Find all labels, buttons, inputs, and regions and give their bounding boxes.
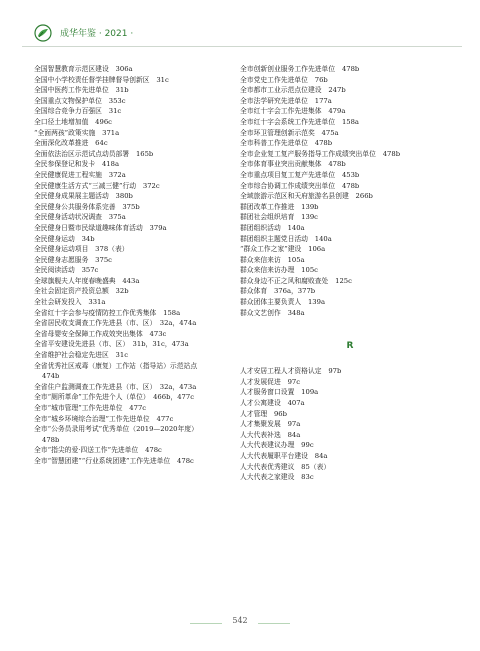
index-entry: 全市环卫管理创新示范奖 475a bbox=[240, 128, 339, 137]
header-rule bbox=[22, 46, 462, 47]
section-letter-heading: R bbox=[346, 341, 354, 352]
index-entry: 全省母婴安全保障工作成效突出集体 473c bbox=[34, 329, 167, 338]
index-entry: 全口径土地增加值 496c bbox=[34, 117, 112, 126]
index-entry: 全社会固定资产投资总额 32b bbox=[34, 287, 129, 296]
page-footer bbox=[0, 614, 480, 634]
index-entry: 全市红十字会系统工作先进单位 158a bbox=[240, 117, 359, 126]
index-entry: 全市“厕所革命”工作先进个人（单位） 466b，477c bbox=[34, 393, 194, 402]
yearbook-logo-icon bbox=[34, 24, 52, 42]
index-entry: 全民健身日暨市民绿道趣味体育活动 379a bbox=[34, 223, 167, 232]
index-entry: 全市企业复工复产服务指导工作成绩突出单位 478b bbox=[240, 149, 401, 158]
index-entry: 全市“城乡环境综合治理”工作先进单位 477c bbox=[34, 414, 174, 423]
index-entry: 全国中小学校责任督学挂牌督导创新区 31c bbox=[34, 75, 169, 84]
index-entry: 全面深化改革推进 64c bbox=[34, 139, 108, 148]
index-entry: 全市“城市管理”工作先进单位 477c bbox=[34, 404, 147, 412]
index-column-right bbox=[240, 64, 460, 483]
footer-rule-right bbox=[258, 623, 290, 624]
index-entry: 群团组织主题党日活动 140a bbox=[240, 234, 332, 243]
index-entry: 全市法学研究先进单位 177a bbox=[240, 96, 332, 105]
index-entry: 群团组织活动 140a bbox=[240, 223, 305, 232]
index-entry: 群众团体主要负责人 139a bbox=[240, 298, 325, 307]
index-entry: 人才安居工程人才资格认定 97b bbox=[240, 367, 342, 376]
index-entry: 全市“公务员录用考试”优秀单位（2019—2020年度） bbox=[34, 425, 198, 434]
index-entry: “全面两孩”政策实施 371a bbox=[34, 128, 120, 137]
index-entry: 全市科普工作先进单位 478b bbox=[240, 139, 333, 148]
page-number: 542 bbox=[232, 616, 248, 625]
index-entry: 全民健康促进工程实施 372a bbox=[34, 170, 126, 179]
index-entry: 全国综合竞争力百强区 31c bbox=[34, 107, 122, 116]
index-entry: 全市都市工业示范点位建设 247b bbox=[240, 86, 346, 95]
index-entry: 全市党史工作先进单位 76b bbox=[240, 75, 328, 84]
page-header bbox=[22, 12, 462, 52]
index-entry: 全省平安建设先进县（市、区） 31b，31c，473a bbox=[34, 340, 189, 349]
index-entry: 全国中医药工作先进单位 31b bbox=[34, 86, 129, 95]
index-entry: 全民健身志愿服务 375c bbox=[34, 255, 112, 264]
index-entry: 人才发展促进 97c bbox=[240, 377, 301, 386]
index-entry: 全省红十字会参与疫情防控工作优秀集体 158a bbox=[34, 308, 181, 317]
index-entry: 全省优秀社区戒毒（康复）工作站（指导站）示范站点 bbox=[34, 361, 198, 370]
index-entry: 人才集聚发展 97a bbox=[240, 420, 301, 429]
index-entry: 全国智慧教育示范区建设 306a bbox=[34, 65, 133, 73]
index-entry: 全市综合协调工作成绩突出单位 478b bbox=[240, 181, 360, 190]
index-entry: 群团改革工作推进 139b bbox=[240, 202, 319, 211]
index-entry: 人大代表之家建设 83c bbox=[240, 473, 314, 482]
index-entry: 全省居民收支调查工作先进县（市、区） 32a，474a bbox=[34, 319, 197, 328]
index-entry: 群众来信来访 105a bbox=[240, 255, 305, 264]
index-entry: 人大代表履职平台建设 84a bbox=[240, 452, 328, 460]
index-entry: 全民健康生活方式“三减三健”行动 372c bbox=[34, 181, 160, 190]
index-column-left bbox=[34, 64, 254, 467]
index-entry: 全民参保登记和发卡 418a bbox=[34, 160, 119, 169]
index-entry: 群众身边不正之风和腐败查处 125c bbox=[240, 276, 352, 285]
index-entry: 全市体育事业突出贡献集体 478b bbox=[240, 160, 346, 169]
index-entry: 全省住户监测调查工作先进县（市、区） 32a，473a bbox=[34, 382, 197, 391]
index-entry: 群众体育 376a，377b bbox=[240, 287, 316, 296]
index-entry: 人才公寓建设 407a bbox=[240, 399, 305, 408]
index-entry: 全市“智慧团建”“行业系统团建”工作先进单位 478c bbox=[34, 456, 194, 465]
index-entry: 群众来信来访办理 105c bbox=[240, 266, 318, 275]
index-entry-continuation: 478b bbox=[42, 435, 60, 444]
index-entry: 全民健身成果展主题活动 380b bbox=[34, 192, 133, 201]
index-entry-continuation: 474b bbox=[42, 372, 60, 381]
index-entry: 群众文艺创作 348a bbox=[240, 308, 305, 317]
index-entry: 人大代表优秀建议 85（表） bbox=[240, 462, 331, 471]
index-entry: 人才管理 96b bbox=[240, 409, 287, 418]
footer-rule-left bbox=[190, 623, 222, 624]
index-entry: 全省维护社会稳定先进区 31c bbox=[34, 351, 129, 360]
index-entry: 人才服务窗口设置 109a bbox=[240, 388, 319, 397]
index-entry: 全面依法治区示范试点动员部署 165b bbox=[34, 149, 154, 158]
index-entry: 全民健身运动项目 378（表） bbox=[34, 245, 129, 254]
index-entry: 全市重点项目复工复产先进单位 453b bbox=[240, 170, 360, 179]
index-entry: 全民阅读活动 357c bbox=[34, 266, 99, 275]
index-entry: “群众工作之家”建设 106a bbox=[240, 245, 326, 254]
index-entry: 人大代表建议办理 99c bbox=[240, 441, 314, 450]
index-entry: 全域旅游示范区和天府旅游名县创建 266b bbox=[240, 192, 373, 201]
index-entry: 全国重点文物保护单位 353c bbox=[34, 96, 126, 105]
header-title: 成华年鉴 · 2021 · bbox=[60, 29, 134, 39]
index-entry: 全市红十字会工作先进集体 479a bbox=[240, 107, 346, 116]
index-entry: 人大代表补选 84a bbox=[240, 430, 301, 439]
index-entry: 全民健身活动状况调查 375a bbox=[34, 213, 126, 222]
index-entry: 全民健身公共服务体系完善 375b bbox=[34, 202, 140, 211]
index-entry: 全球旗舰夫人年度春晚盛典 443a bbox=[34, 276, 140, 285]
index-entry: 群团社会组织培育 139c bbox=[240, 213, 318, 222]
index-entry: 全市创新创业服务工作先进单位 478b bbox=[240, 65, 360, 73]
index-entry: 全民健身运动 34b bbox=[34, 234, 95, 243]
index-entry: 全市“指尖的爱·四送工作”先进单位 478c bbox=[34, 446, 162, 455]
index-entry: 全社会研发投入 331a bbox=[34, 298, 106, 307]
